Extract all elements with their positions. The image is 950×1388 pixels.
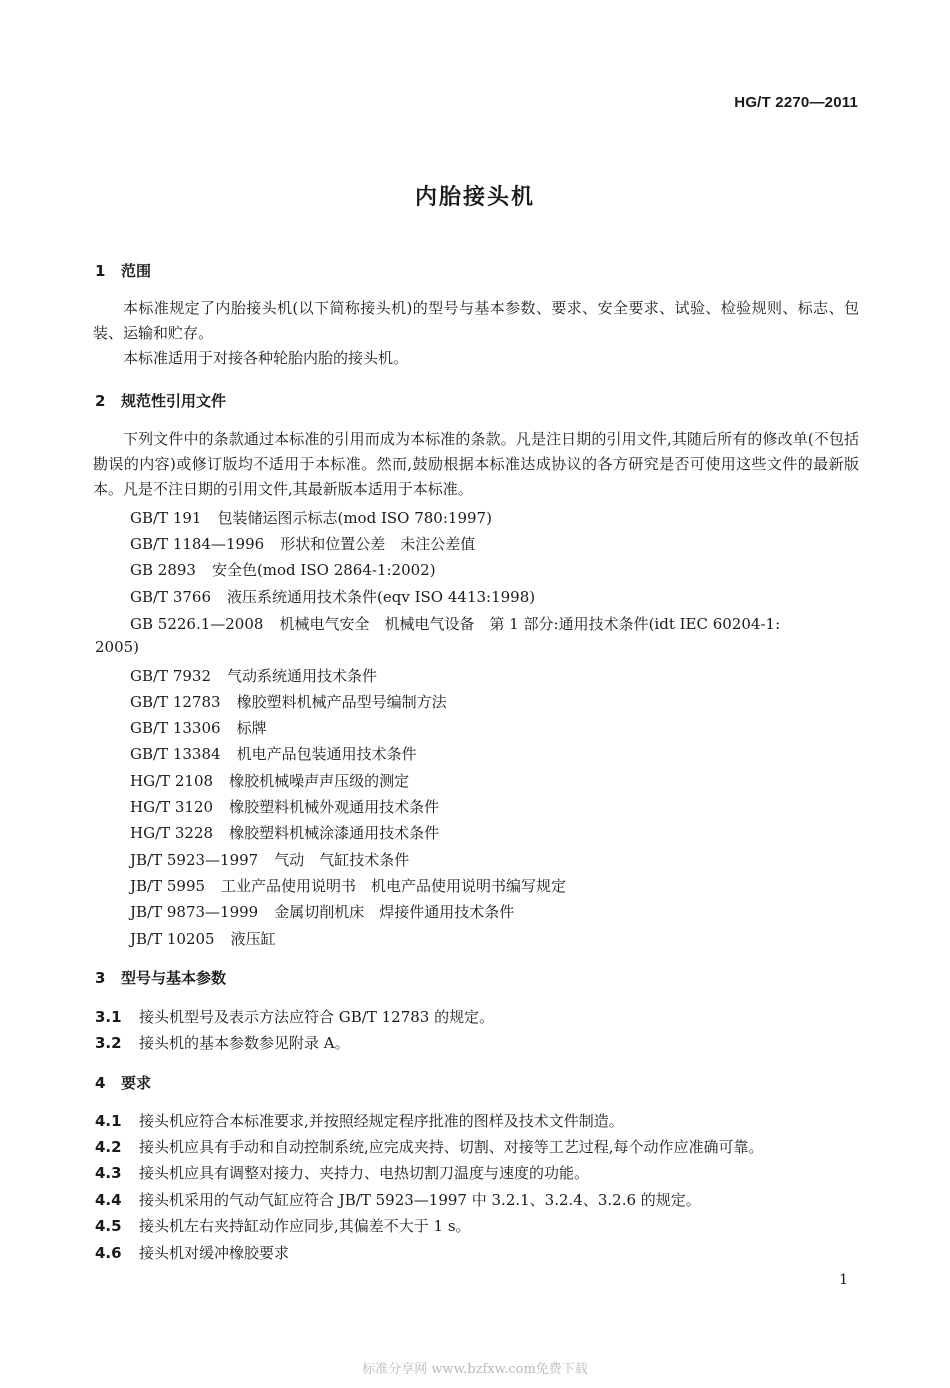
section-title: 型号与基本参数: [121, 969, 227, 987]
reference-item: [130, 665, 377, 686]
watermark: 标准分享网 www.bzfxw.com免费下载: [362, 1362, 588, 1377]
reference-item: [130, 691, 447, 712]
reference-title: 橡胶塑料机械产品型号编制方法: [236, 693, 447, 711]
section-title: 要求: [121, 1074, 152, 1092]
reference-code: GB/T 13384: [130, 745, 221, 763]
page-number: 1: [839, 1272, 848, 1288]
normative-references-intro: 下列文件中的条款通过本标准的引用而成为本标准的条款。凡是注日期的引用文件,其随后所有的修改单(不包括勘误的内容)或修订版均不适用于本标准。然而,鼓励根据本标准达成协议的各方研究是否可使用这些文件的最新版本。凡是不注日期的引用文件,其最新版本适用于本标准。: [93, 430, 859, 498]
reference-code: HG/T 2108: [130, 772, 214, 790]
reference-code: GB/T 191: [130, 509, 202, 527]
section-number: 2: [95, 392, 106, 410]
reference-title: 工业产品使用说明书 机电产品使用说明书编写规定: [221, 877, 567, 895]
section-number: 4: [95, 1074, 106, 1092]
reference-item: [130, 796, 439, 817]
reference-code: JB/T 5995: [130, 877, 206, 895]
reference-item: [130, 559, 436, 580]
reference-title: 气动 气缸技术条件: [274, 851, 410, 869]
reference-item: [130, 822, 439, 843]
clause-number: 4.2: [95, 1138, 122, 1156]
clause-text: 接头机采用的气动气缸应符合 JB/T 5923—1997 中 3.2.1、3.2.4、3.2.6 的规定。: [139, 1191, 701, 1209]
reference-item: [130, 928, 276, 949]
reference-code: JB/T 10205: [130, 930, 215, 948]
clause-number: 3.1: [95, 1008, 122, 1026]
scope-paragraph-1: 本标准规定了内胎接头机(以下简称接头机)的型号与基本参数、要求、安全要求、试验、检验规则、标志、包装、运输和贮存。: [93, 299, 859, 342]
clause-number: 4.4: [95, 1191, 122, 1209]
reference-code: JB/T 5923—1997: [130, 851, 259, 869]
clause-text: 接头机对缓冲橡胶要求: [139, 1244, 290, 1262]
reference-item: [130, 875, 566, 896]
reference-code: HG/T 3120: [130, 798, 214, 816]
clause-text: 接头机的基本参数参见附录 A。: [139, 1034, 350, 1052]
clause-4-4: [95, 1189, 701, 1210]
reference-title: 液压系统通用技术条件(eqv ISO 4413:1998): [227, 588, 536, 606]
clause-number: 4.6: [95, 1244, 122, 1262]
section-1-heading: [95, 260, 151, 281]
reference-title: 包装储运图示标志(mod ISO 780:1997): [217, 509, 492, 527]
clause-text: 接头机应符合本标准要求,并按照经规定程序批准的图样及技术文件制造。: [139, 1112, 624, 1130]
clause-number: 3.2: [95, 1034, 122, 1052]
reference-item: [130, 613, 780, 634]
reference-item: [130, 533, 475, 554]
reference-title: 机电产品包装通用技术条件: [236, 745, 417, 763]
reference-title: 液压缸: [230, 930, 276, 948]
reference-title: 形状和位置公差 未注公差值: [280, 535, 476, 553]
clause-number: 4.3: [95, 1164, 122, 1182]
section-3-heading: [95, 967, 226, 988]
reference-title: 机械电气安全 机械电气设备 第 1 部分:通用技术条件(idt IEC 60204-1:: [279, 615, 781, 633]
reference-code: GB/T 3766: [130, 588, 212, 606]
reference-item: [130, 901, 514, 922]
section-title: 范围: [121, 262, 152, 280]
clause-4-2: [95, 1136, 764, 1157]
reference-title: 金属切削机床 焊接件通用技术条件: [274, 903, 515, 921]
reference-title: 安全色(mod ISO 2864-1:2002): [211, 561, 436, 579]
reference-code: GB/T 1184—1996: [130, 535, 265, 553]
clause-number: 4.1: [95, 1112, 122, 1130]
clause-text: 接头机应具有调整对接力、夹持力、电热切割刀温度与速度的功能。: [139, 1164, 590, 1182]
reference-code: GB/T 12783: [130, 693, 221, 711]
clause-text: 接头机型号及表示方法应符合 GB/T 12783 的规定。: [139, 1008, 495, 1026]
section-2-heading: [95, 390, 226, 411]
clause-4-3: [95, 1162, 589, 1183]
reference-item: [130, 717, 267, 738]
reference-title: 标牌: [236, 719, 267, 737]
section-number: 1: [95, 262, 106, 280]
clause-text: 接头机左右夹持缸动作应同步,其偏差不大于 1 s。: [139, 1217, 471, 1235]
clause-4-5: [95, 1215, 471, 1236]
reference-code: GB 2893: [130, 561, 196, 579]
reference-item-continuation: 2005): [95, 638, 140, 656]
reference-title: 橡胶机械噪声声压级的测定: [229, 772, 410, 790]
section-4-heading: [95, 1072, 151, 1093]
scope-paragraph-2: 本标准适用于对接各种轮胎内胎的接头机。: [123, 349, 409, 367]
reference-code: GB 5226.1—2008: [130, 615, 264, 633]
reference-item: [130, 770, 409, 791]
reference-code: GB/T 7932: [130, 667, 212, 685]
reference-item: [130, 743, 417, 764]
reference-code: JB/T 9873—1999: [130, 903, 259, 921]
clause-3-2: [95, 1032, 350, 1053]
clause-3-1: [95, 1006, 494, 1027]
reference-code: GB/T 13306: [130, 719, 221, 737]
document-title: 内胎接头机: [414, 185, 535, 210]
section-number: 3: [95, 969, 106, 987]
reference-item: [130, 586, 535, 607]
reference-item: [130, 507, 492, 528]
reference-item: [130, 849, 409, 870]
reference-code: HG/T 3228: [130, 824, 214, 842]
clause-text: 接头机应具有手动和自动控制系统,应完成夹持、切割、对接等工艺过程,每个动作应准确可靠。: [139, 1138, 764, 1156]
reference-title: 橡胶塑料机械涂漆通用技术条件: [229, 824, 440, 842]
section-title: 规范性引用文件: [121, 392, 227, 410]
standard-code: HG/T 2270—2011: [734, 94, 858, 111]
clause-4-6: [95, 1242, 289, 1263]
reference-title: 橡胶塑料机械外观通用技术条件: [229, 798, 440, 816]
clause-number: 4.5: [95, 1217, 122, 1235]
clause-4-1: [95, 1110, 624, 1131]
reference-title: 气动系统通用技术条件: [227, 667, 378, 685]
